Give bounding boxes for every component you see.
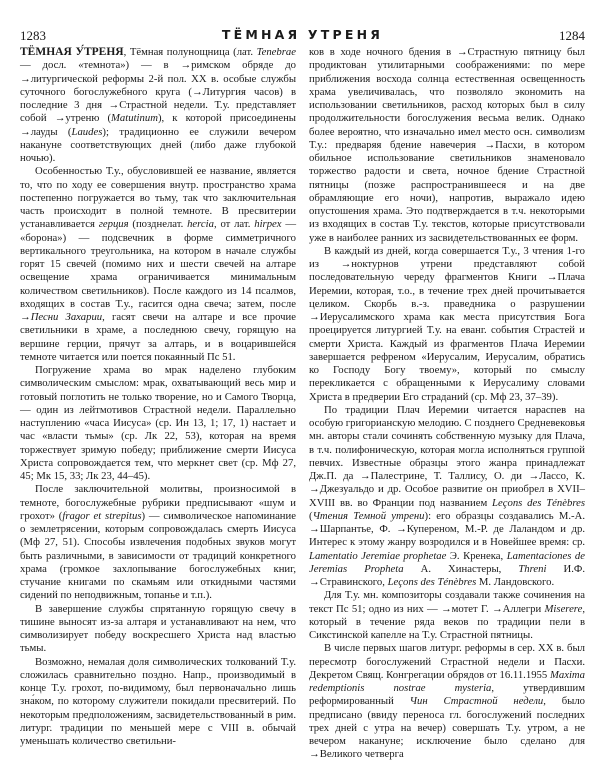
text-segment: В завершение службы спрятанную горящую свечу в тишине выносят из-за алтаря и устанавливают на нем, что символизирует победу воскресшего Христа над властью тьмы. <box>20 602 296 655</box>
text-segment: , Тёмная полунощница (лат. <box>123 46 257 58</box>
italic-text: Leçons des Ténèbres <box>387 576 477 588</box>
text-segment: М. Ландовского. <box>476 576 555 588</box>
italic-text: Чтения Темной утрени <box>312 509 425 522</box>
paragraph <box>309 46 585 245</box>
paragraph <box>309 642 585 761</box>
paragraph <box>20 364 296 483</box>
text-segment: Особенностью Т.у., обусловившей ее название, является то, что по ходу ее совершения внутр. пространство храма постепенно погружается во тьму, так что заключительная часть происходит в полной темноте. В пресвитерии устанавливается <box>20 165 296 231</box>
italic-text: Tenebrae <box>256 46 296 58</box>
text-segment: (позднелат. <box>128 218 188 231</box>
page-number-right: 1284 <box>559 28 585 43</box>
italic-text: →Песни Захарии <box>20 311 103 323</box>
italic-text: Threni <box>518 562 547 575</box>
paragraph <box>309 589 585 642</box>
running-title: ТЁМНАЯ УТРЕНЯ <box>221 27 384 42</box>
italic-text: герция <box>98 218 129 231</box>
paragraph <box>309 245 585 404</box>
text-segment: По традиции Плач Иеремии читается нараспев на особую григорианскую мелодию. С позднего Средневековья мн. авторы стали сочинять собственную музыку для Плача, в т.ч. полифоническую, которая могла исполняться группой певчих. Известные образцы этого жанра принадлежат Дж.П. да →Палестрине, Т. Таллису, О. ди →Лассо, К. →Джезуальдо и др. Особое развитие он приобрел в XVII–XVIII вв. во Франции под названием <box>309 403 585 509</box>
text-segment: ков в ходе ночного бдения в →Страстную пятницу был продиктован утилитарными соображениями: по мере приближения восхода солнца естественная освещенность храма увеличивалась, что позволяло экономить на использовании светильников, расход которых был в силу продолжительности богослужения весьма велик. Однако более вероятно, что изначально имел место осн. символизм Т.у.: предваряя бдение навечерия →Пасхи, в котором обильное использование светильников знаменовало торжество радости и света, ночное бдение Страстной пятницы (позже распространившееся и на две обрамляющие его ночи), напротив, выражало идею опустошения храма. Это подтверждается в т.ч. некоторыми из входящих в состав Т.у. текстов, которые присутствовали уже в наиболее ранних из засвидетельствованных ее форм. <box>309 46 585 244</box>
text-segment: , гасят свечи на алтаре и все прочие светильники в храме, а последнюю свечу, горящую на вершине герции, прячут за алтарь, и в воцарившейся темноте читается или поется покаянный Пс 51. <box>20 311 296 363</box>
italic-text: Miserere <box>544 602 583 615</box>
italic-text: Leçons des Ténèbres <box>492 496 586 509</box>
text-segment: ) — символическое напоминание о землетрясении, которым сопровождалась смерть Иисуса (Мф 27, 51). Способы извлечения подобных звуков могут быть различными, в зависимости от традиций конкретного храма (громкое захлопывание богослужебных книг, стучание книгами по скамьям или откидными частями сидений по неподвижным, топанье и т.п.). <box>20 509 296 602</box>
italic-text: hirpex <box>254 218 282 231</box>
text-segment: После заключительной молитвы, произносимой в темноте, богослужебные рубрики предписывают «шум и грохот» ( <box>20 483 296 522</box>
text-segment: — досл. «темнота») — в →римском обряде до →литургической реформы 2-й пол. XX в. особые службы суточного богослужебного круга (→Литургия часов) в последние 3 дня →Страстной недели. Т.у. представляет собой →утреню ( <box>20 59 296 125</box>
italic-text: Lamentaciones de Jeremias Propheta <box>309 549 585 575</box>
text-segment: Э. Кренека, <box>446 549 507 562</box>
text-segment: А. Хинастеры, <box>403 562 519 575</box>
italic-text: Чин Страстной недели <box>409 695 544 708</box>
italic-text: Lamentatio Jeremiae prophetae <box>309 549 447 562</box>
paragraph <box>20 603 296 656</box>
paragraph <box>20 483 296 602</box>
paragraph <box>20 46 296 165</box>
paragraph <box>309 404 585 590</box>
italic-text: Maxima redemptionis nostrae mysteria <box>309 668 585 694</box>
paragraph <box>20 165 296 364</box>
running-head <box>20 28 585 44</box>
italic-text: Laudes <box>71 125 103 138</box>
right-column <box>309 46 585 762</box>
entry-headword: ТЁМНАЯ У́ТРЕНЯ <box>20 46 124 58</box>
text-segment: ); традиционно ее служили вечером накануне соответствующих дней (либо даже глубокой ночью). <box>20 125 296 164</box>
text-segment: , было предписано (ввиду переноса гл. богослужений последних трех дней с утра на вечер) совершать Т.у. утром, а не вечером накануне; исключение было сделано для →Великого четверга <box>309 695 585 761</box>
text-segment: Возможно, немалая доля символических толкований Т.у. сложилась сравнительно поздно. Напр., производимый в конце Т.у. грохот, по-видимому, был первоначально лишь зна́ком, по которому служители покидали пресвитерий. По некоторым предположениям, засвидетельствованный в рим. литург. традиции по меньшей мере с VIII в. обычай уменьшать количество светильни- <box>20 655 296 747</box>
text-segment: ( <box>309 509 313 522</box>
italic-text: Matutinum <box>111 112 158 125</box>
text-segment: В числе первых шагов литург. реформы в сер. XX в. был пересмотр богослужений Страстной недели и Пасхи. Декретом Свящ. Конгрегации обрядов от 16.11.1955 <box>309 642 585 681</box>
text-segment: Для Т.у. мн. композиторы создавали также сочинения на текст Пс 51; одно из них — →мотет Г. →Аллегри <box>309 589 585 615</box>
italic-text: hercia <box>187 218 214 231</box>
paragraph <box>20 656 296 749</box>
left-column <box>20 46 296 748</box>
text-segment: И.Ф. →Стравинского, <box>309 562 585 588</box>
italic-text: fragor et strepitus <box>62 509 142 522</box>
text-segment: ), к которой присоединены →лауды ( <box>20 112 296 138</box>
text-segment: В каждый из дней, когда совершается Т.у., 3 чтения 1-го из →ноктурнов утрени представляют собой последовательную череду фрагментов Книги →Плача Иеремии, которая, т.о., в течение трех дней прочитывается целиком. Скорбь в.-з. праведника о разрушении →Иерусалимского храма как места присутствия Бога проецируется литургией Т.у. на еванг. события Страстей и смерти Христа. Каждый из фрагментов Плача Иеремии завершается рефреном «Иерусалим, Иерусалим, обратись ко Господу Богу твоему», который по смыслу перекликается с обращенными к Иерусалиму словами Христа в предверии Его страданий (ср. Мф 23, 37–39). <box>309 244 585 403</box>
text-segment: Погружение храма во мрак наделено глубоким символическим смыслом: мрак, охватывающий весь мир и готовый поглотить не только творение, но и Самого Творца, — один из лейтмотивов Страстной недели. Параллельно наступлению «часа Иисуса» (ср. Ин 13, 1; 17, 1) настает и час «власти тьмы» (ср. Лк 22, 53), которая на время торжествует зримую победу; приближение смерти Иисуса Христа сопровождается тем, что меркнет свет (ср. Мф 27, 45; Мк 15, 33; Лк 23, 44–45). <box>20 364 296 482</box>
text-segment: , который в течение ряда веков по традиции пели в Сикстинской капелле на Т.у. Страстной пятницы. <box>309 602 585 641</box>
page-number-left: 1283 <box>20 28 46 43</box>
text-segment: — «борона») — подсвечник в форме симметричного вертикального треугольника, на котором в начале службы горят 15 свечей (помимо них и шести свечей на алтаре освещение храма ограничивается минимальным количеством светильников). После каждого из 14 псалмов, входящих в состав Т.у., гасится одна свеча; затем, после <box>20 218 296 310</box>
text-segment: , утвердившим реформированный <box>309 682 585 708</box>
text-segment: , от лат. <box>213 218 255 231</box>
text-segment: ): его образцы создавались М.-А. →Шарпантье, Ф. →Купереном, М.-Р. де Лаландом и др. Интерес к этому жанру возродился и в Новейшее время: ср. <box>309 509 586 549</box>
